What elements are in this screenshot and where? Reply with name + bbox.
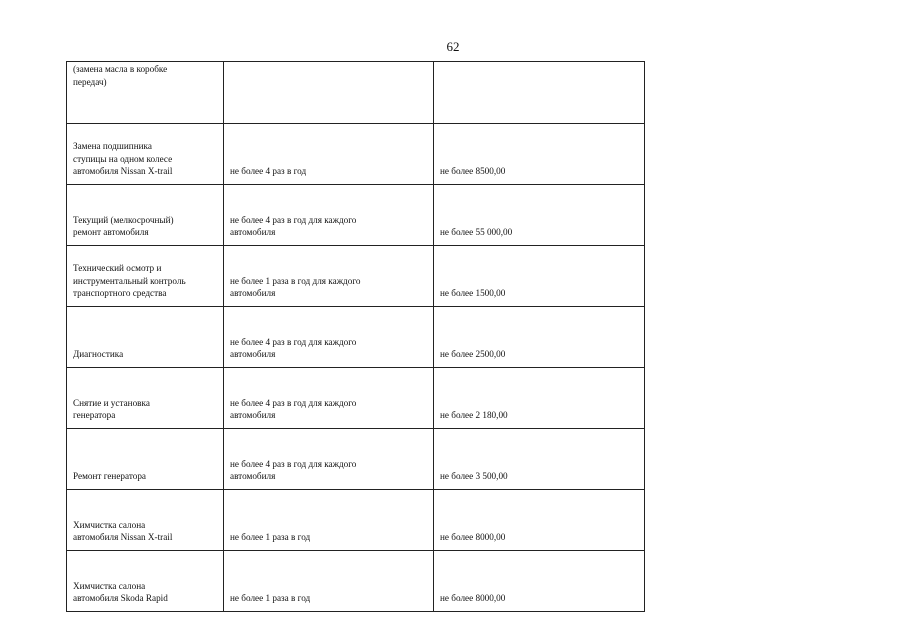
service-cell: Химчистка салона автомобиля Skoda Rapid	[67, 551, 224, 612]
table-row	[67, 124, 645, 185]
cost-cell: не более 3 500,00	[434, 429, 645, 490]
cost-cell: не более 2 180,00	[434, 368, 645, 429]
service-cell: Диагностика	[67, 307, 224, 368]
table-row	[67, 490, 645, 551]
frequency-cell: не более 4 раз в год	[224, 124, 434, 185]
service-cell: Снятие и установка генератора	[67, 368, 224, 429]
frequency-cell: не более 4 раз в год для каждого автомобиля	[224, 368, 434, 429]
frequency-cell: не более 4 раз в год для каждого автомобиля	[224, 429, 434, 490]
service-cell: (замена масла в коробке передач)	[67, 62, 224, 124]
service-cell: Замена подшипника ступицы на одном колесе автомобиля Nissan X-trail	[67, 124, 224, 185]
cost-cell	[434, 62, 645, 124]
services-table	[66, 61, 645, 612]
table-row	[67, 185, 645, 246]
service-cell: Химчистка салона автомобиля Nissan X-trail	[67, 490, 224, 551]
frequency-cell	[224, 62, 434, 124]
page-number: 62	[446, 39, 460, 54]
service-cell: Текущий (мелкосрочный) ремонт автомобиля	[67, 185, 224, 246]
service-cell: Ремонт генератора	[67, 429, 224, 490]
cost-cell: не более 8000,00	[434, 551, 645, 612]
cost-cell: не более 8500,00	[434, 124, 645, 185]
frequency-cell: не более 1 раза в год	[224, 490, 434, 551]
table-row	[67, 551, 645, 612]
frequency-cell: не более 4 раз в год для каждого автомобиля	[224, 185, 434, 246]
frequency-cell: не более 4 раз в год для каждого автомобиля	[224, 307, 434, 368]
frequency-cell: не более 1 раза в год	[224, 551, 434, 612]
table-row	[67, 246, 645, 307]
table-row	[67, 429, 645, 490]
table-row	[67, 368, 645, 429]
cost-cell: не более 1500,00	[434, 246, 645, 307]
frequency-cell: не более 1 раза в год для каждого автомобиля	[224, 246, 434, 307]
table-row	[67, 62, 645, 124]
service-cell: Технический осмотр и инструментальный контроль транспортного средства	[67, 246, 224, 307]
table-row	[67, 307, 645, 368]
cost-cell: не более 55 000,00	[434, 185, 645, 246]
cost-cell: не более 8000,00	[434, 490, 645, 551]
cost-cell: не более 2500,00	[434, 307, 645, 368]
